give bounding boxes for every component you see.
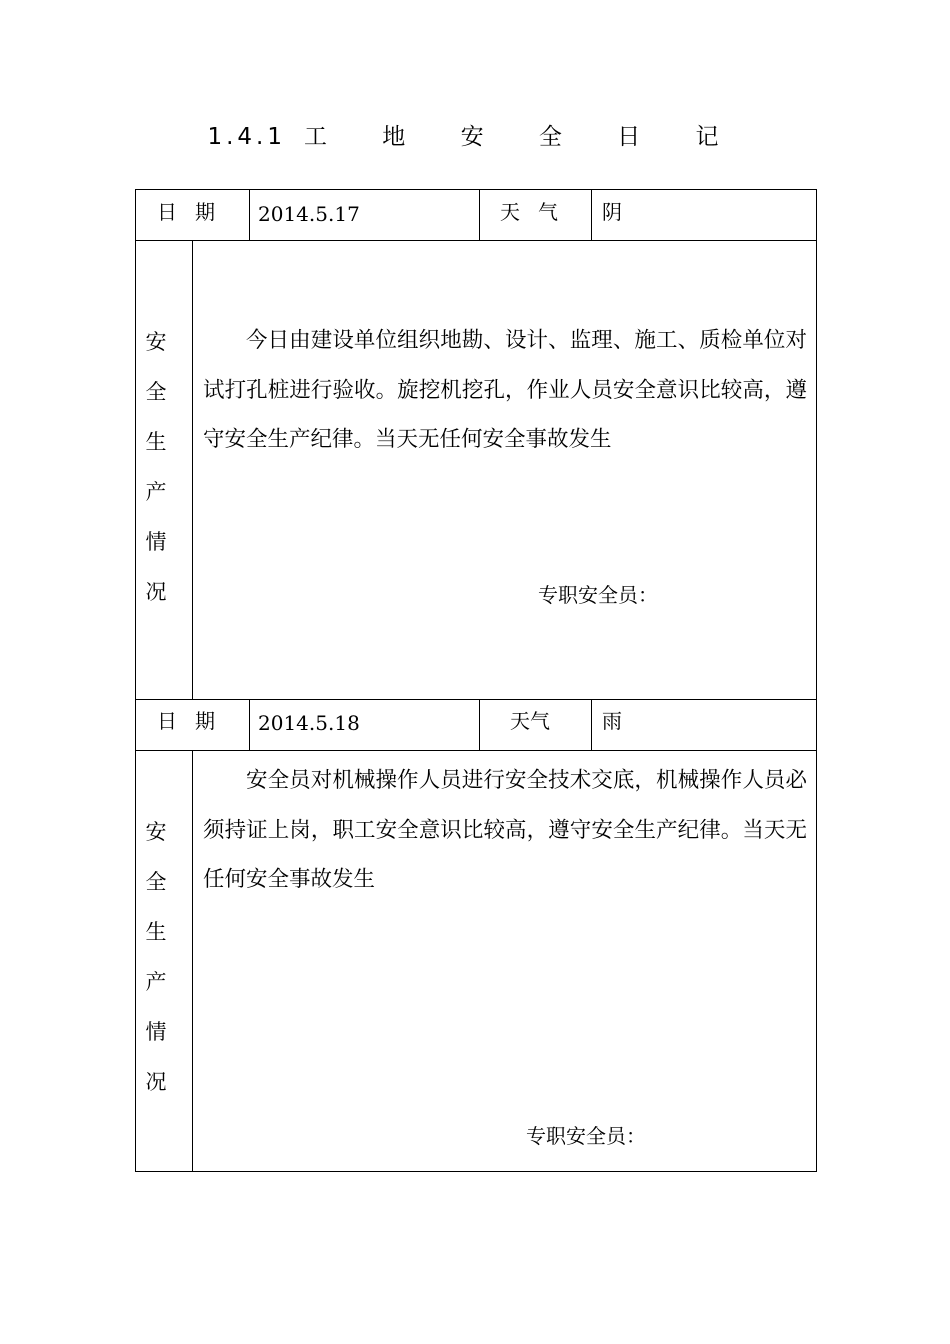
table-rule — [249, 699, 250, 751]
table-border-bottom — [135, 1171, 817, 1172]
table-rule — [135, 699, 817, 700]
section-label-char: 全 — [145, 380, 167, 404]
section-label-char: 生 — [145, 430, 167, 454]
table-rule — [192, 240, 193, 700]
section-label — [141, 317, 171, 617]
section-label-char: 况 — [145, 1070, 167, 1094]
section-label-char: 生 — [145, 920, 167, 944]
weather-value: 雨 — [602, 709, 622, 733]
safety-officer-signature: 专职安全员： — [526, 1124, 646, 1148]
page-title — [0, 118, 950, 151]
table-rule — [479, 189, 480, 241]
section-label-char: 情 — [145, 1020, 167, 1044]
date-label: 日期 — [157, 200, 233, 224]
weather-label: 天气 — [510, 709, 550, 733]
section-label-char: 产 — [145, 480, 167, 504]
date-value: 2014.5.18 — [258, 711, 360, 735]
table-rule — [249, 189, 250, 241]
table-rule — [479, 699, 480, 751]
section-label-char: 产 — [145, 970, 167, 994]
section-label — [141, 807, 171, 1107]
safety-content: 今日由建设单位组织地勘、设计、监理、施工、质检单位对试打孔桩进行验收。旋挖机挖孔，作业人员安全意识比较高，遵守安全生产纪律。当天无任何安全事故发生 — [203, 328, 807, 452]
table-border-top — [135, 189, 817, 190]
section-label-char: 安 — [145, 820, 167, 844]
section-label-char: 情 — [145, 530, 167, 554]
section-label-char: 全 — [145, 870, 167, 894]
section-label-char: 况 — [145, 580, 167, 604]
weather-value: 阴 — [602, 200, 622, 224]
safety-content: 安全员对机械操作人员进行安全技术交底，机械操作人员必须持证上岗，职工安全意识比较高，遵守安全生产纪律。当天无任何安全事故发生 — [203, 768, 807, 892]
table-rule — [591, 189, 592, 241]
section-label-char: 安 — [145, 330, 167, 354]
date-value: 2014.5.17 — [258, 202, 360, 226]
table-rule — [135, 240, 817, 241]
table-rule — [135, 750, 817, 751]
safety-officer-signature: 专职安全员： — [538, 583, 658, 607]
table-rule — [192, 750, 193, 1172]
title-text: 工 地 安 全 日 记 — [303, 124, 743, 150]
title-number: 1.4.1 — [207, 124, 286, 150]
table-rule — [591, 699, 592, 751]
date-label: 日期 — [157, 709, 233, 733]
table-border-right — [816, 189, 817, 1172]
table-border-left — [135, 189, 136, 1172]
weather-label: 天气 — [500, 200, 576, 224]
